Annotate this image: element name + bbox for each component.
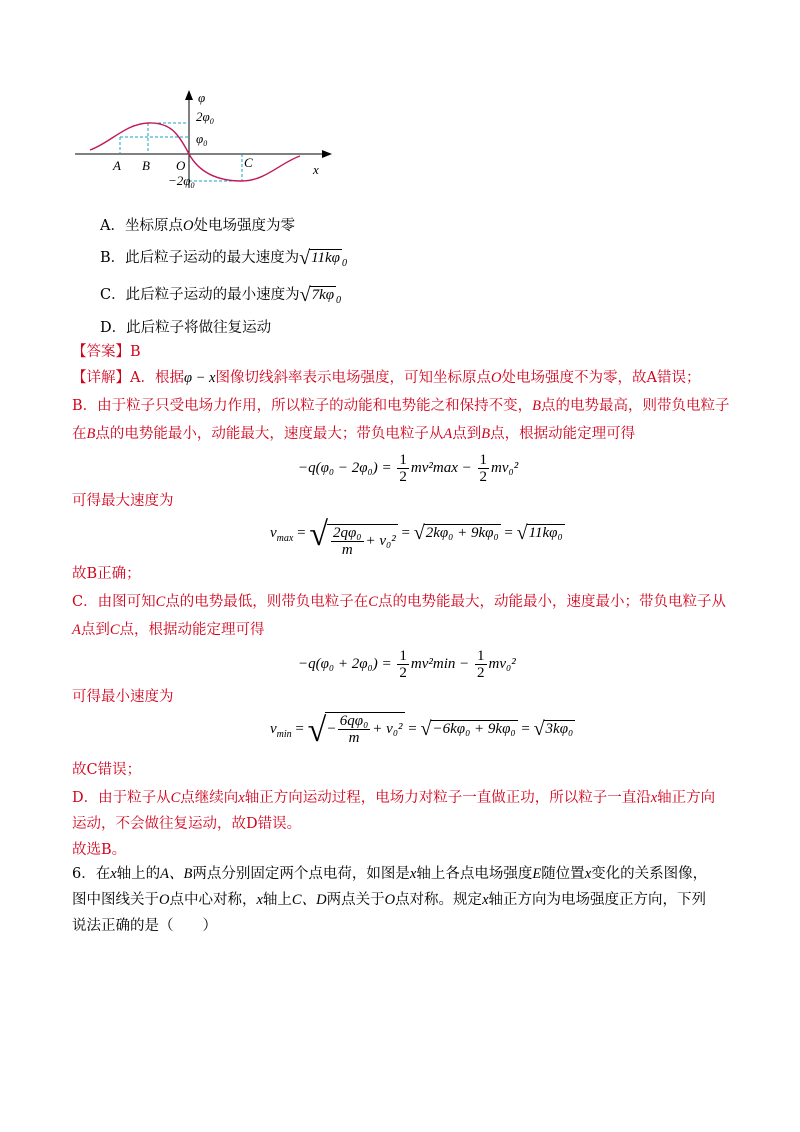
explain-c-line1: C．由图可知C点的电势最低，则带负电粒子在C点的电势能最大，动能最小，速度最小；带负电粒子从 [72, 594, 726, 610]
phi-axis-label: φ [198, 90, 206, 105]
explain-min-speed-label: 可得最小速度为 [72, 689, 174, 705]
equation-vmax: $v_{max}$ = √ $\frac{\text{2qφ₀}}{m}$ + v₀² = √2kφ₀ + 9kφ₀ = √11kφ₀ [270, 516, 563, 558]
x-axis-label: x [313, 162, 319, 177]
label-C: C [244, 155, 253, 170]
y-axis-arrow-icon [185, 90, 193, 100]
explain-max-speed-label: 可得最大速度为 [72, 493, 174, 509]
explain-d-line1: D．由于粒子从C点继续向x轴正方向运动过程，电场力对粒子一直做正功，所以粒子一直沿x轴正方向 [72, 790, 716, 806]
label-B: B [142, 158, 150, 173]
tick-2phi0: $2\varphi_0$ [196, 109, 214, 126]
question-6-line2: 图中图线关于O点中心对称，x轴上C、D两点关于O点对称。规定x轴正方向为电场强度正方向，下列 [72, 892, 706, 908]
question-6-line1: 6．在x轴上的A、B两点分别固定两个点电荷，如图是x轴上各点电场强度E随位置x变化的关系图像， [72, 866, 708, 882]
option-c: C．此后粒子运动的最小速度为√7kφ $_0$ [100, 284, 342, 306]
equation-energy-ac: −q(φ₀ + 2φ₀) = $\frac{1}{2}$ mv²min − $\frac{1}{2}$ mv₀² [298, 648, 516, 681]
question-6-line3: 说法正确的是（ ） [72, 918, 217, 934]
label-A: A [113, 158, 121, 173]
explain-b-conclusion: 故B正确； [72, 566, 141, 582]
explain-c-conclusion: 故C错误； [72, 762, 142, 778]
option-a: A．坐标原点O处电场强度为零 [100, 218, 295, 234]
tick-phi0: $\varphi_0$ [196, 131, 208, 148]
explain-d-line2: 运动，不会做往复运动，故D错误。 [72, 816, 302, 832]
x-axis-arrow-icon [322, 150, 332, 158]
option-d: D．此后粒子将做往复运动 [100, 320, 272, 336]
equation-vmin: $v_{min}$ = √− $\frac{\text{6qφ₀}}{m}$ + v₀² = √−6kφ₀ + 9kφ₀ = √3kφ₀ [270, 712, 574, 749]
tick-neg2phi0: $-2\varphi_0$ [168, 173, 195, 190]
explain-b-line1: B．由于粒子只受电场力作用，所以粒子的动能和电势能之和保持不变，B点的电势最高，则带负电粒子 [72, 398, 730, 414]
explain-c-line2: A点到C点，根据动能定理可得 [72, 622, 265, 638]
option-b: B．此后粒子运动的最大速度为√11kφ $_0$ [100, 247, 347, 269]
answer-label: 【答案】B [72, 344, 141, 360]
explain-final-choice: 故选B。 [72, 842, 127, 858]
phi-curve [90, 123, 300, 181]
phi-x-graph [70, 88, 340, 198]
label-O: O [176, 158, 186, 173]
explain-b-line2: 在B点的电势能最小，动能最大，速度最大；带负电粒子从A点到B点，根据动能定理可得 [72, 426, 636, 442]
equation-energy-ab: −q(φ₀ − 2φ₀) = $\frac{1}{2}$ mv²max − $\frac{1}{2}$ mv₀² [298, 452, 519, 485]
explain-a: 【详解】A．根据φ − x图像切线斜率表示电场强度，可知坐标原点O处电场强度不为零，故A错误； [72, 370, 701, 386]
